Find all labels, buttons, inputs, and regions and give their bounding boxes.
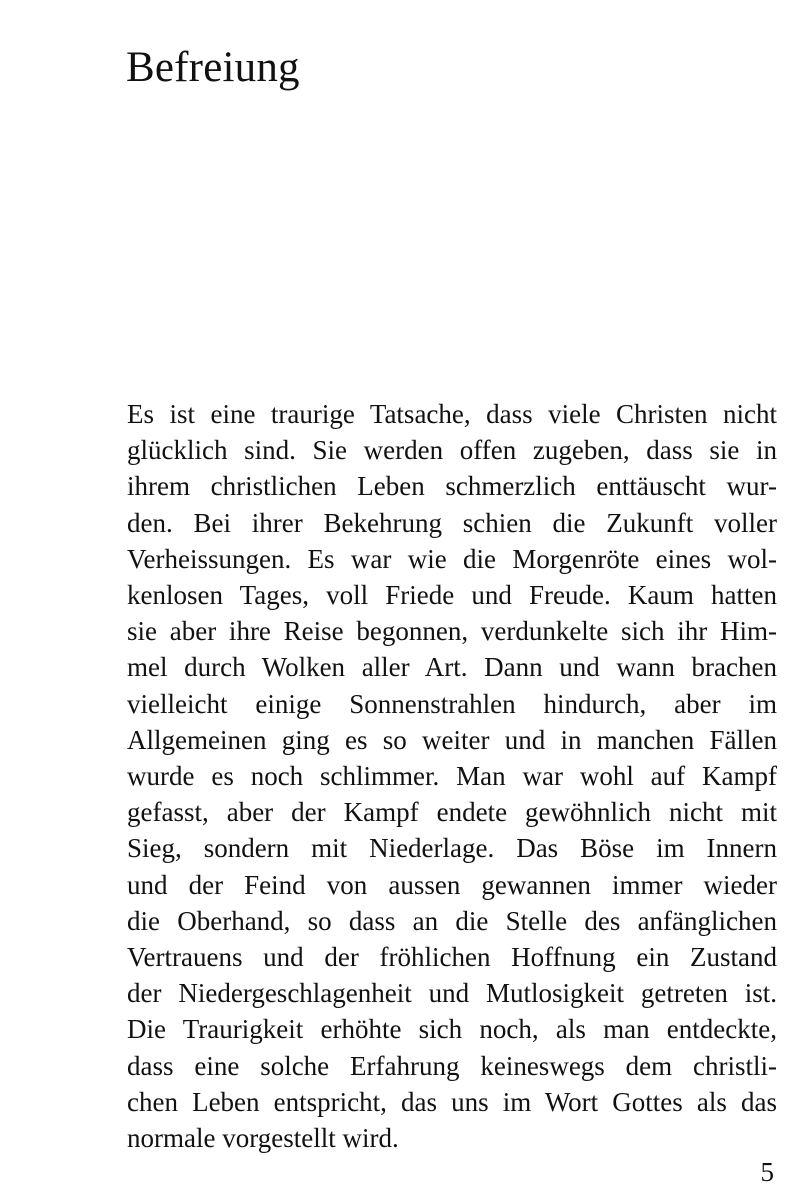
- text-line: ihrem christlichen Leben schmerzlich enttäuscht wur-: [127, 471, 777, 502]
- text-line: und der Feind von aussen gewannen immer wieder: [127, 869, 777, 900]
- text-line: wurde es noch schlimmer. Man war wohl auf Kampf: [127, 761, 777, 792]
- body-paragraph: [127, 396, 777, 1156]
- text-line: Sieg, sondern mit Niederlage. Das Böse im Innern: [127, 833, 777, 864]
- text-line: glücklich sind. Sie werden offen zugeben, dass sie in: [127, 435, 777, 466]
- text-line: Vertrauens und der fröhlichen Hoffnung ein Zustand: [127, 942, 777, 973]
- text-line: Es ist eine traurige Tatsache, dass viele Christen nicht: [127, 399, 777, 429]
- text-line: normale vorgestellt wird.: [127, 1123, 399, 1154]
- text-line: kenlosen Tages, voll Friede und Freude. Kaum hatten: [127, 580, 777, 611]
- text-line: sie aber ihre Reise begonnen, verdunkelte sich ihr Him-: [127, 616, 777, 647]
- text-line: chen Leben entspricht, das uns im Wort Gottes als das: [127, 1086, 777, 1117]
- text-line: Verheissungen. Es war wie die Morgenröte eines wol-: [127, 543, 777, 574]
- text-line: den. Bei ihrer Bekehrung schien die Zukunft voller: [127, 507, 777, 538]
- text-line: mel durch Wolken aller Art. Dann und wann brachen: [127, 652, 777, 683]
- text-line: Allgemeinen ging es so weiter und in manchen Fällen: [127, 724, 777, 755]
- page-number: 5: [760, 1157, 774, 1187]
- text-line: der Niedergeschlagenheit und Mutlosigkeit getreten ist.: [127, 978, 777, 1009]
- text-line: die Oberhand, so dass an die Stelle des anfänglichen: [127, 905, 777, 936]
- text-line: dass eine solche Erfahrung keineswegs dem christli-: [127, 1050, 777, 1081]
- text-line: gefasst, aber der Kampf endete gewöhnlich nicht mit: [127, 797, 777, 828]
- page-title: Befreiung: [126, 44, 300, 91]
- text-line: Die Traurigkeit erhöhte sich noch, als man entdeckte,: [127, 1014, 777, 1045]
- text-line: vielleicht einige Sonnenstrahlen hindurch, aber im: [127, 688, 777, 719]
